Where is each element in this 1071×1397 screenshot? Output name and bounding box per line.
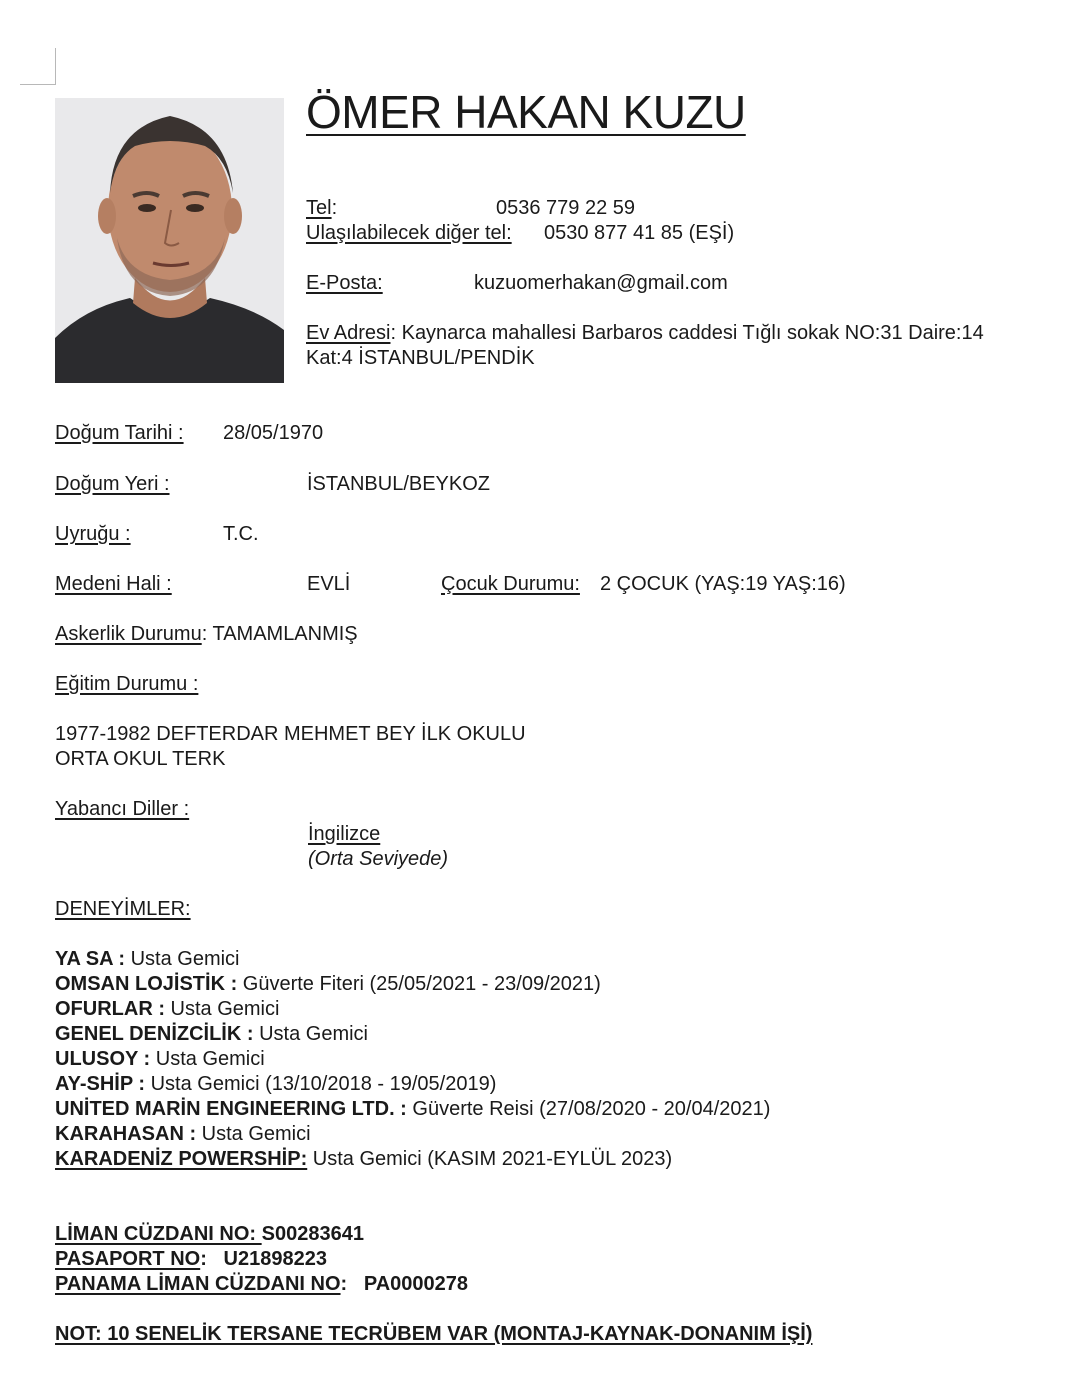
experience-role: Usta Gemici xyxy=(164,998,280,1020)
tel-row xyxy=(306,196,337,221)
address-label: Ev Adresi xyxy=(306,322,391,344)
experience-item xyxy=(55,947,770,972)
nationality-value: T.C. xyxy=(223,523,259,545)
experience-item xyxy=(55,1122,770,1147)
experience-company: YA SA : xyxy=(55,948,126,970)
panama-row xyxy=(55,1272,468,1297)
education-line-2: ORTA OKUL TERK xyxy=(55,748,226,770)
experience-company: UNİTED MARİN ENGINEERING LTD. : xyxy=(55,1098,407,1120)
passport-colon: : xyxy=(200,1248,207,1270)
language-level: (Orta Seviyede) xyxy=(308,848,449,870)
experience-role: Usta Gemici xyxy=(150,1048,265,1070)
birth-place-value: İSTANBUL/BEYKOZ xyxy=(307,473,491,495)
experience-item xyxy=(55,997,770,1022)
portrait-photo xyxy=(55,98,284,383)
note-text: NOT: 10 SENELİK TERSANE TECRÜBEM VAR (MONTAJ-KAYNAK-DONANIM İŞİ) xyxy=(55,1323,813,1345)
email-value: kuzuomerhakan@gmail.com xyxy=(474,272,728,294)
port-book-value: S00283641 xyxy=(261,1223,364,1245)
passport-label: PASAPORT NO xyxy=(55,1248,201,1270)
experience-company: ULUSOY : xyxy=(55,1048,151,1070)
experience-company: KARADENİZ POWERSHİP: xyxy=(55,1148,308,1170)
languages-label: Yabancı Diller : xyxy=(55,798,190,820)
marital-label: Medeni Hali : xyxy=(55,573,172,595)
panama-value: PA0000278 xyxy=(363,1273,469,1295)
experience-role: Usta Gemici (13/10/2018 - 19/05/2019) xyxy=(145,1073,497,1095)
experience-item xyxy=(55,1097,770,1122)
birth-place-label: Doğum Yeri : xyxy=(55,473,170,495)
experience-item xyxy=(55,1072,770,1097)
experience-role: Usta Gemici (KASIM 2021-EYLÜL 2023) xyxy=(307,1148,673,1170)
experience-company: OFURLAR : xyxy=(55,998,165,1020)
tel-label: Tel xyxy=(306,197,332,219)
page-corner-mark xyxy=(20,48,56,85)
other-phone-value: 0530 877 41 85 (EŞİ) xyxy=(544,222,735,244)
experience-company: GENEL DENİZCİLİK : xyxy=(55,1023,254,1045)
panama-colon: : xyxy=(340,1273,348,1295)
military-value: : TAMAMLANMIŞ xyxy=(201,623,358,645)
email-label: E-Posta: xyxy=(306,272,383,294)
tel-value: 0536 779 22 59 xyxy=(496,197,636,219)
address-line-2: Kat:4 İSTANBUL/PENDİK xyxy=(306,347,535,369)
experience-item xyxy=(55,1147,770,1172)
passport-value: U21898223 xyxy=(223,1248,327,1270)
marital-value: EVLİ xyxy=(307,573,351,595)
portrait-illustration xyxy=(55,98,284,383)
address-value-1: : Kaynarca mahallesi Barbaros caddesi Tığlı sokak NO:31 Daire:14 xyxy=(390,322,984,344)
tel-colon: : xyxy=(331,197,338,219)
address-line-1 xyxy=(306,321,984,346)
language-name: İngilizce xyxy=(308,823,381,845)
experience-company: OMSAN LOJİSTİK : xyxy=(55,973,238,995)
experience-item xyxy=(55,972,770,997)
children-value: 2 ÇOCUK (YAŞ:19 YAŞ:16) xyxy=(600,573,846,595)
experience-role: Usta Gemici xyxy=(125,948,240,970)
military-row xyxy=(55,622,358,647)
passport-row xyxy=(55,1247,327,1272)
experience-item xyxy=(55,1022,770,1047)
experience-role: Güverte Fiteri (25/05/2021 - 23/09/2021) xyxy=(237,973,601,995)
birth-date-value: 28/05/1970 xyxy=(223,422,324,444)
panama-label: PANAMA LİMAN CÜZDANI NO xyxy=(55,1273,341,1295)
experience-label: DENEYİMLER: xyxy=(55,898,191,920)
experience-item xyxy=(55,1047,770,1072)
experience-list xyxy=(55,947,770,1172)
nationality-label: Uyruğu : xyxy=(55,523,131,545)
experience-company: KARAHASAN : xyxy=(55,1123,197,1145)
experience-role: Usta Gemici xyxy=(196,1123,311,1145)
military-label: Askerlik Durumu xyxy=(55,623,202,645)
port-book-label: LİMAN CÜZDANI NO: xyxy=(55,1223,262,1245)
experience-company: AY-SHİP : xyxy=(55,1073,146,1095)
other-phone-label: Ulaşılabilecek diğer tel: xyxy=(306,222,512,244)
port-book-row xyxy=(55,1222,364,1247)
other-phone-row xyxy=(306,221,512,246)
experience-role: Güverte Reisi (27/08/2020 - 20/04/2021) xyxy=(406,1098,771,1120)
education-label: Eğitim Durumu : xyxy=(55,673,199,695)
children-label: Çocuk Durumu: xyxy=(441,573,580,595)
experience-role: Usta Gemici xyxy=(253,1023,368,1045)
page-title: ÖMER HAKAN KUZU xyxy=(306,86,746,138)
education-line-1: 1977-1982 DEFTERDAR MEHMET BEY İLK OKULU xyxy=(55,723,526,745)
birth-date-label: Doğum Tarihi : xyxy=(55,422,184,444)
